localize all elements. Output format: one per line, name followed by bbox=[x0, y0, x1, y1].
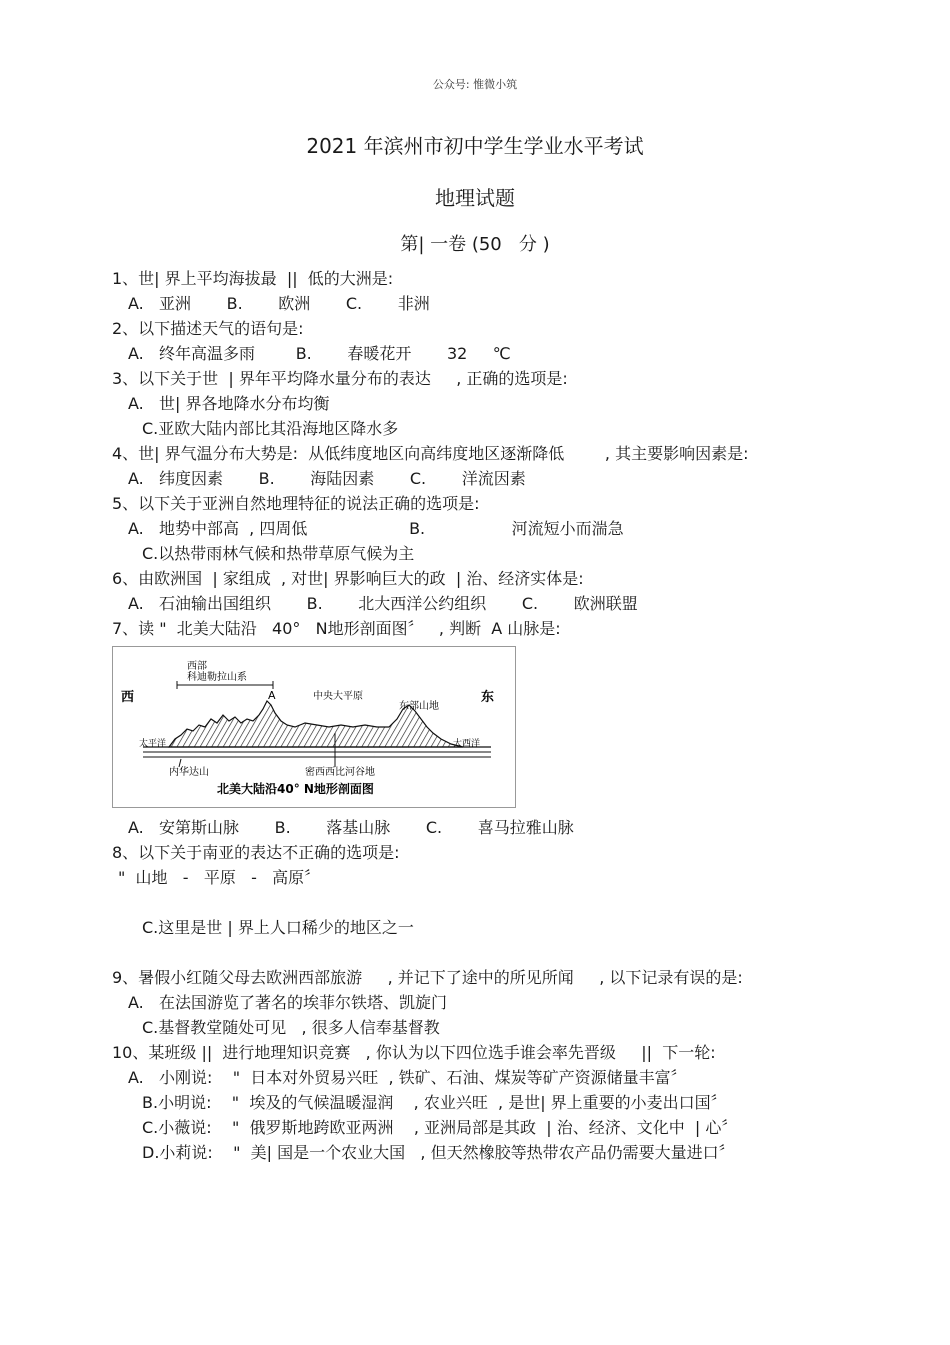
terrain-profile-figure bbox=[112, 646, 516, 808]
header-note: 公众号: 惟微小筑 bbox=[432, 78, 518, 91]
question-10: 10、某班级 || 进行地理知识竞赛 , 你认为以下四位选手谁会率先晋级 || 下一轮: bbox=[112, 1043, 716, 1062]
question-1: 1、世| 界上平均海拔最 || 低的大洲是: bbox=[112, 269, 394, 288]
question-6: 6、由欧洲国 | 家组成 , 对世| 界影响巨大的政 | 治、经济实体是: bbox=[112, 569, 584, 588]
exam-title: 2021 年滨州市初中学生学业水平考试 bbox=[306, 134, 644, 158]
cordillera-label: 科迪勒拉山系 bbox=[187, 672, 247, 683]
question-8: 8、以下关于南亚的表达不正确的选项是: bbox=[112, 843, 400, 862]
question-10-option-a: A. 小刚说: " 日本对外贸易兴旺 , 铁矿、石油、煤炭等矿产资源储量丰富〞 bbox=[128, 1068, 687, 1087]
question-5-options-ab: A. 地势中部高 , 四周低 B. 河流短小而湍急 bbox=[128, 519, 624, 538]
question-8-option-c: C.这里是世 | 界上人口稀少的地区之一 bbox=[142, 918, 414, 937]
eastern-highlands-label: 东部山地 bbox=[399, 701, 439, 712]
question-5-option-c: C.以热带雨林气候和热带草原气候为主 bbox=[142, 544, 415, 563]
question-4-options: A. 纬度因素 B. 海陆因素 C. 洋流因素 bbox=[128, 469, 526, 488]
question-2-options: A. 终年高温多雨 B. 春暖花开 32 ℃ bbox=[128, 344, 511, 363]
western-label: 西部 bbox=[187, 661, 207, 672]
question-3-option-c: C.亚欧大陆内部比其沿海地区降水多 bbox=[142, 419, 399, 438]
pacific-label: 太平洋 bbox=[139, 739, 167, 749]
nevada-leader bbox=[179, 759, 181, 767]
nevada-label: 内华达山 bbox=[169, 767, 209, 778]
east-label: 东 bbox=[481, 690, 495, 705]
question-9-option-a: A. 在法国游览了著名的埃菲尔铁塔、凯旋门 bbox=[128, 993, 448, 1012]
mississippi-label: 密西西比河谷地 bbox=[305, 767, 375, 778]
question-10-option-d: D.小莉说: " 美| 国是一个农业大国 , 但天然橡胶等热带农产品仍需要大量进口〞 bbox=[142, 1143, 735, 1162]
question-7-options: A. 安第斯山脉 B. 落基山脉 C. 喜马拉雅山脉 bbox=[128, 818, 574, 837]
question-4: 4、世| 界气温分布大势是: 从低纬度地区向高纬度地区逐渐降低 , 其主要影响因素是: bbox=[112, 444, 749, 463]
terrain-profile-svg bbox=[113, 647, 515, 807]
question-5: 5、以下关于亚洲自然地理特征的说法正确的选项是: bbox=[112, 494, 480, 513]
question-8-option-fragment: " 山地 - 平原 - 高原〞 bbox=[118, 868, 321, 887]
section-heading: 第| 一卷 (50 分 ) bbox=[400, 234, 550, 255]
question-7: 7、读 " 北美大陆沿 40° N地形剖面图〞 , 判断 A 山脉是: bbox=[112, 619, 561, 638]
question-6-options: A. 石油输出国组织 B. 北大西洋公约组织 C. 欧洲联盟 bbox=[128, 594, 638, 613]
exam-subtitle: 地理试题 bbox=[435, 186, 515, 210]
mountain-a-label: A bbox=[268, 689, 276, 702]
question-10-option-c: C.小薇说: " 俄罗斯地跨欧亚两洲 , 亚洲局部是其政 | 治、经济、文化中 | 心〞 bbox=[142, 1118, 738, 1137]
atlantic-label: 大西洋 bbox=[453, 739, 481, 749]
question-3: 3、以下关于世 | 界年平均降水量分布的表达 , 正确的选项是: bbox=[112, 369, 568, 388]
central-plain-label: 中央大平原 bbox=[313, 691, 363, 702]
question-1-options: A. 亚洲 B. 欧洲 C. 非洲 bbox=[128, 294, 430, 313]
question-3-option-a: A. 世| 界各地降水分布均衡 bbox=[128, 394, 330, 413]
figure-caption: 北美大陆沿40° N地形剖面图 bbox=[217, 782, 374, 796]
question-2: 2、以下描述天气的语句是: bbox=[112, 319, 304, 338]
west-label: 西 bbox=[121, 690, 135, 705]
question-9-option-c: C.基督教堂随处可见 , 很多人信奉基督教 bbox=[142, 1018, 440, 1037]
question-10-option-b: B.小明说: " 埃及的气候温暖湿润 , 农业兴旺 , 是世| 界上重要的小麦出口国〞 bbox=[142, 1093, 727, 1112]
question-9: 9、暑假小红随父母去欧洲西部旅游 , 并记下了途中的所见所闻 , 以下记录有误的是: bbox=[112, 968, 743, 987]
